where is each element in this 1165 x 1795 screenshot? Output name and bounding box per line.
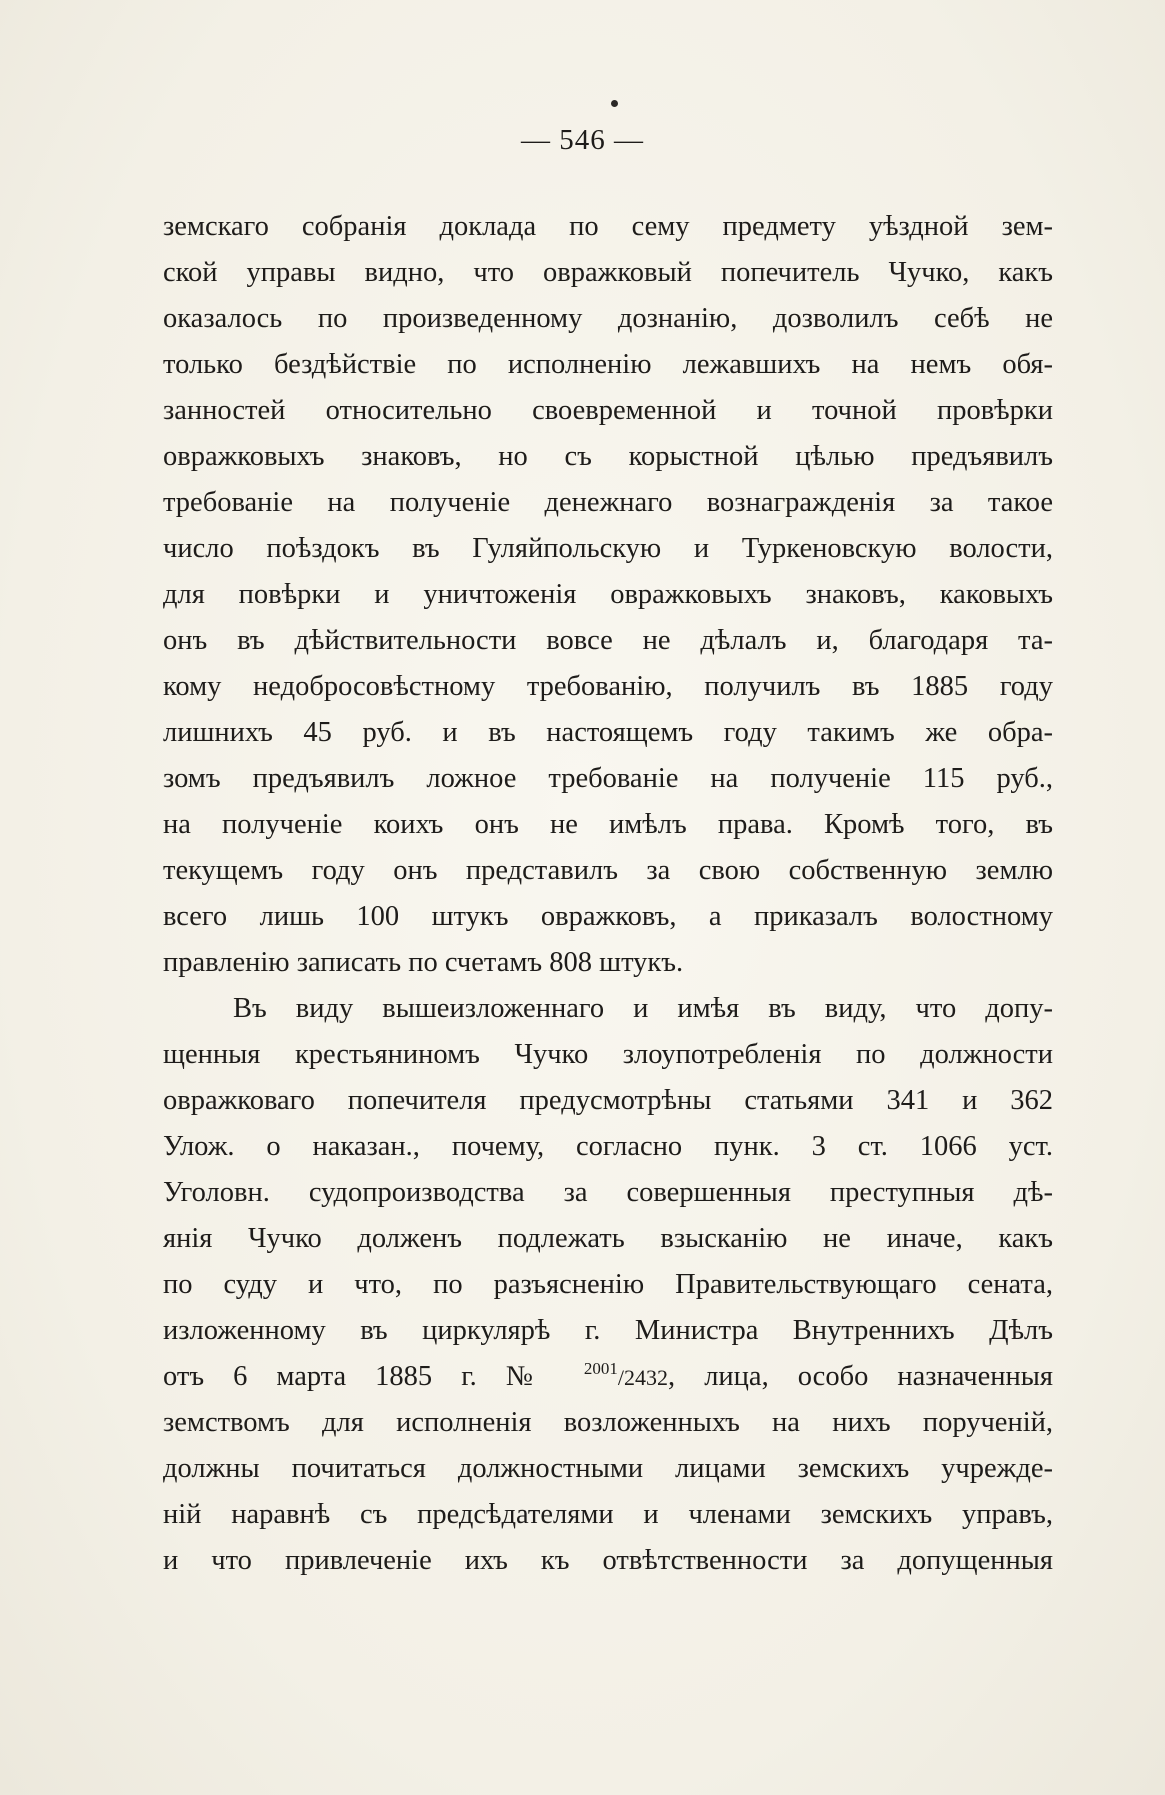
- paragraph-1: [163, 204, 1053, 986]
- paragraph-2: [163, 986, 1053, 1584]
- text-line: по суду и что, по разъясненію Правительствующаго сената,: [163, 1269, 1053, 1300]
- circular-reference-line: [163, 1354, 1053, 1400]
- text-line: число поѣздокъ въ Гуляйпольскую и Туркеновскую волости,: [163, 533, 1053, 564]
- ink-dot: [611, 100, 618, 107]
- body-text: [163, 204, 1053, 1584]
- text-line: правленію записать по счетамъ 808 штукъ.: [163, 947, 684, 978]
- text-line: янія Чучко долженъ подлежать взысканію не иначе, какъ: [163, 1223, 1053, 1254]
- circular-text-after: , лица, особо назначенныя: [668, 1361, 1053, 1392]
- text-line: лишнихъ 45 руб. и въ настоящемъ году такимъ же обра-: [163, 717, 1053, 748]
- text-line: земскаго собранія доклада по сему предмету уѣздной зем-: [163, 211, 1053, 242]
- text-line: кому недобросовѣстному требованію, получилъ въ 1885 году: [163, 671, 1053, 702]
- text-line: должны почитаться должностными лицами земскихъ учрежде-: [163, 1453, 1053, 1484]
- text-line: земствомъ для исполненія возложенныхъ на нихъ порученій,: [163, 1407, 1053, 1438]
- text-line: и что привлеченіе ихъ къ отвѣтственности за допущенныя: [163, 1545, 1053, 1576]
- text-line: зомъ предъявилъ ложное требованіе на полученіе 115 руб.,: [163, 763, 1053, 794]
- text-line: занностей относительно своевременной и точной провѣрки: [163, 395, 1053, 426]
- text-line: текущемъ году онъ представилъ за свою собственную землю: [163, 855, 1053, 886]
- text-line: на полученіе коихъ онъ не имѣлъ права. Кромѣ того, въ: [163, 809, 1053, 840]
- circular-number-subscript: /2432: [617, 1365, 669, 1390]
- text-line: овражковыхъ знаковъ, но съ корыстной цѣлью предъявилъ: [163, 441, 1053, 472]
- text-line: требованіе на полученіе денежнаго вознагражденія за такое: [163, 487, 1053, 518]
- text-line: Въ виду вышеизложеннаго и имѣя въ виду, что допу-: [233, 993, 1053, 1024]
- text-line: Уголовн. судопроизводства за совершенныя преступныя дѣ-: [163, 1177, 1053, 1208]
- circular-text-before: отъ 6 марта 1885 г. №: [163, 1361, 555, 1392]
- text-line: ній наравнѣ съ предсѣдателями и членами земскихъ управъ,: [163, 1499, 1053, 1530]
- text-line: изложенному въ циркулярѣ г. Министра Внутреннихъ Дѣлъ: [163, 1315, 1053, 1346]
- text-line: овражковаго попечителя предусмотрѣны статьями 341 и 362: [163, 1085, 1053, 1116]
- text-line: оказалось по произведенному дознанію, дозволилъ себѣ не: [163, 303, 1053, 334]
- text-line: Улож. о наказан., почему, согласно пунк. 3 ст. 1066 уст.: [163, 1131, 1053, 1162]
- circular-number-superscript: 2001: [583, 1359, 618, 1378]
- page-number: — 546 —: [521, 124, 644, 156]
- text-line: онъ въ дѣйствительности вовсе не дѣлалъ и, благодаря та-: [163, 625, 1053, 656]
- text-line: только бездѣйствіе по исполненію лежавшихъ на немъ обя-: [163, 349, 1053, 380]
- text-line: всего лишь 100 штукъ овражковъ, а приказалъ волостному: [163, 901, 1053, 932]
- text-line: ской управы видно, что овражковый попечитель Чучко, какъ: [163, 257, 1053, 288]
- text-line: для повѣрки и уничтоженія овражковыхъ знаковъ, каковыхъ: [163, 579, 1053, 610]
- text-line: щенныя крестьяниномъ Чучко злоупотребленія по должности: [163, 1039, 1053, 1070]
